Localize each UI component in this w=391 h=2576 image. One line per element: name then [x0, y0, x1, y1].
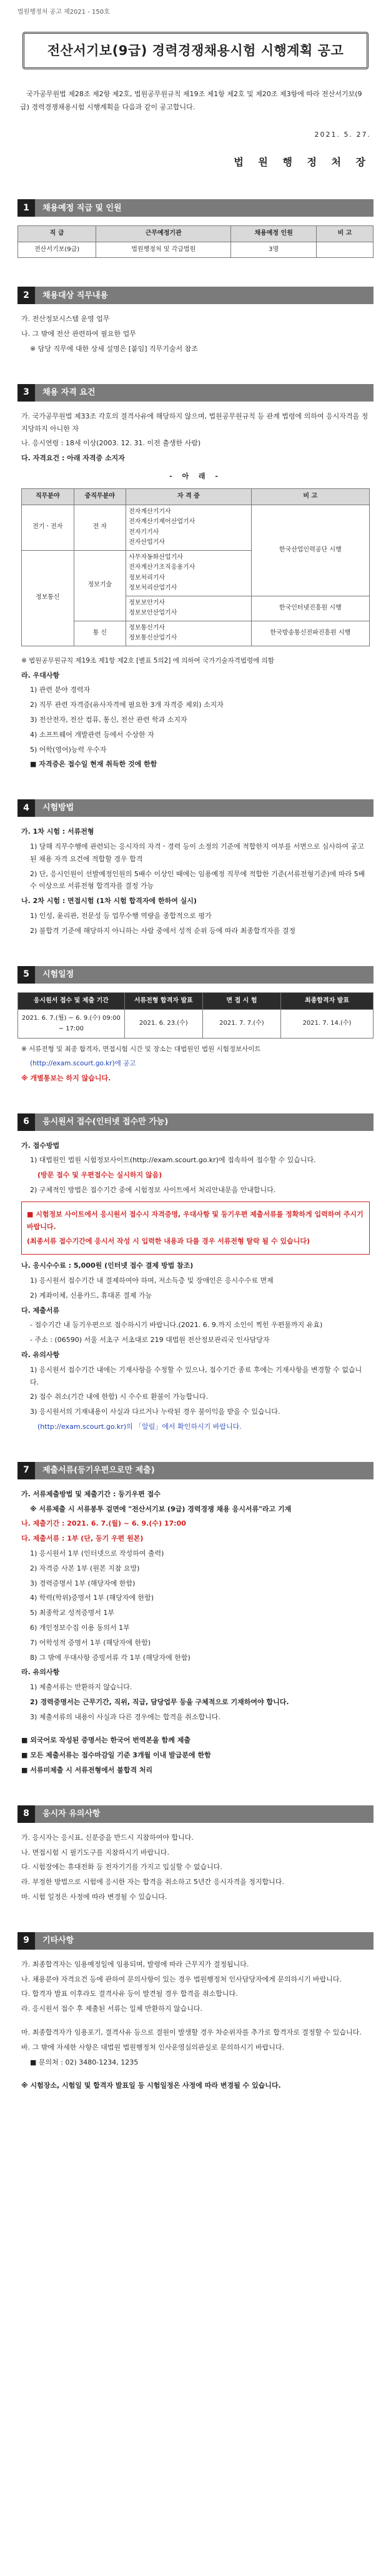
- section-7-body: [17, 1488, 374, 1777]
- table-cell: 2021. 6. 7.(월) ~ 6. 9.(수) 09:00 ~ 17:00: [18, 1010, 125, 1039]
- table-cell: 전기ㆍ전자: [22, 505, 74, 550]
- cert-item: 전자기기사: [129, 528, 159, 536]
- list-item: 나. 제출기간 : 2021. 6. 7.(월) ~ 6. 9.(수) 17:00: [21, 1519, 186, 1528]
- list-item: 2) 단, 응시인원이 선발예정인원의 5배수 이상인 때에는 임용예정 직무에 적합한 기준(서류전형기준)에 따라 5배수 이상으로 서류전형 합격자를 결정 가능: [30, 869, 365, 891]
- section-4-body: [17, 826, 374, 937]
- list-item: ■ 서류미제출 시 서류전형에서 불합격 처리: [21, 1766, 153, 1775]
- list-item: 다. 자격요건 : 아래 자격증 소지자: [21, 454, 125, 463]
- table-cell: [316, 242, 373, 258]
- list-item: ※ 개별통보는 하지 않습니다.: [21, 1073, 111, 1082]
- list-item: 3) 전산전자, 전산 컴퓨, 통신, 전산 관련 학과 소지자: [30, 715, 187, 724]
- page-title: 전산서기보(9급) 경력경쟁채용시험 시행계획 공고: [22, 32, 369, 70]
- section-title: 채용 자격 요건: [35, 384, 374, 402]
- exam-site-link[interactable]: (http://exam.scourt.go.kr)에 공고: [30, 1059, 136, 1067]
- section-6-body: [17, 1140, 374, 1433]
- list-item: 5) 최종학교 성적증명서 1부: [30, 1609, 115, 1617]
- table-cell: [126, 621, 252, 646]
- table-header: 직무분야: [22, 489, 74, 505]
- section-4-header: [17, 799, 374, 817]
- table-cell: [126, 550, 252, 596]
- table-cell: [126, 596, 252, 621]
- cert-item: 정보보안산업기사: [129, 609, 177, 617]
- table-header: 근무예정기관: [96, 226, 231, 242]
- section-number: 9: [17, 1932, 35, 1950]
- list-item: 3) 응시원서의 기재내용이 사실과 다르거나 누락된 경우 불이익을 받을 수 있습니다.: [30, 1408, 280, 1416]
- table-cell: 2021. 6. 23.(수): [124, 1010, 202, 1039]
- issuer: 법 원 행 정 처 장: [234, 156, 371, 169]
- cert-item: 전자계산기제어산업기사: [129, 518, 195, 526]
- table-header: 비 고: [251, 489, 369, 505]
- notice-date: 2021. 5. 27.: [314, 130, 371, 139]
- qual-title: - 아 래 -: [169, 472, 222, 481]
- list-item: 가. 서류제출방법 및 제출기간 : 등기우편 접수: [21, 1489, 161, 1498]
- list-item: 7) 어학성적 증명서 1부 (해당자에 한함): [30, 1638, 151, 1647]
- table-row: [18, 1010, 374, 1039]
- list-item: 다. 합격자 발표 이후라도 결격사유 등이 발견될 경우 합격을 취소합니다.: [21, 1990, 238, 1998]
- cert-item: 정보통신산업기사: [129, 634, 177, 642]
- list-item: - 주소 : (06590) 서울 서초구 서초대로 219 대법원 전산정보관리국 인사담당자: [30, 1336, 270, 1345]
- section-9-body: [17, 1958, 374, 2092]
- list-item: ■ 모든 제출서류는 접수마감일 기준 3개월 이내 발급분에 한함: [21, 1751, 211, 1760]
- table-cell: 3명: [231, 242, 317, 258]
- section-number: 2: [17, 287, 35, 304]
- table-cell: 전 자: [74, 505, 126, 550]
- table-row: [18, 242, 374, 258]
- intro-text: 국가공무원법 제28조 제2항 제2호, 법원공무원규칙 제19조 제1항 제2호 및 제20조 제3항에 따라 전산서기보(9급) 경력경쟁채용시험 시행계획을 다음과 같이 공고합니다.: [20, 90, 362, 112]
- table-cell: 2021. 7. 14.(수): [281, 1010, 374, 1039]
- list-item: 1) 응시원서 접수기간 내 결제하여야 하며, 저소득층 및 장애인은 응시수수료 면제: [30, 1276, 274, 1285]
- list-item: 다. 제출서류 : 1부 (단, 등기 우편 원본): [21, 1534, 144, 1543]
- cert-item: 전자계산기기사: [129, 508, 171, 515]
- table-cell: [126, 505, 252, 550]
- list-item: 다. 시험장에는 휴대전화 등 전자기기를 가지고 입실할 수 없습니다.: [21, 1863, 222, 1872]
- list-item: ※ 서류전형 및 최종 합격자, 면접시험 시간 및 장소는 대법원인 법원 시험정보사이트: [21, 1045, 261, 1054]
- table-cell: 전산서기보(9급): [18, 242, 96, 258]
- table-header: 비 고: [316, 226, 373, 242]
- section-number: 6: [17, 1113, 35, 1131]
- section-title: 채용예정 직급 및 인원: [35, 199, 374, 217]
- list-item: 가. 1차 시험 : 서류전형: [21, 827, 94, 836]
- list-item: 가. 전산정보시스템 운영 업무: [21, 315, 110, 323]
- cert-item: 정보통신기사: [129, 624, 166, 631]
- table-header: 응시원서 접수 및 제출 기간: [18, 992, 125, 1010]
- list-item: 2) 자격증 사본 1부 (원본 지참 요망): [30, 1564, 140, 1572]
- positions-table: [17, 225, 374, 258]
- list-item: (방문 접수 및 우편접수는 실시하지 않음): [37, 1171, 162, 1180]
- list-item: 2) 불합격 기준에 해당하지 아니하는 사람 중에서 성적 순위 등에 따라 최종합격자를 결정: [30, 926, 296, 935]
- table-header: 자 격 증: [126, 489, 252, 505]
- list-item: 4) 소프트웨어 개발관련 등에서 수상한 자: [30, 730, 154, 739]
- list-item: 1) 당해 직무수행에 관련되는 응시자의 자격ㆍ경력 등이 소정의 기준에 적합한지 여부를 서면으로 심사하여 공고된 채용 자격 요건에 적합할 경우 합격: [30, 842, 364, 863]
- section-6-header: [17, 1113, 374, 1131]
- list-item: 2) 구체적인 방법은 접수기간 중에 시험정보 사이트에서 처리안내문을 안내합니다.: [30, 1185, 276, 1194]
- list-item: 1) 인성, 윤리관, 전문성 등 업무수행 역량을 종합적으로 평가: [30, 911, 212, 920]
- section-7-header: [17, 1462, 374, 1479]
- list-item: 나. 응시수수료 : 5,000원 (인터넷 접수 결제 방법 참조): [21, 1261, 194, 1270]
- list-item: 3) 제출서류의 내용이 사실과 다른 경우에는 합격을 취소합니다.: [30, 1712, 220, 1721]
- section-title: 채용대상 직무내용: [35, 287, 374, 304]
- list-item: 나. 채용분야 자격요건 등에 관하여 문의사항이 있는 경우 법원행정처 인사담당자에게 문의하시기 바랍니다.: [21, 1975, 342, 1983]
- list-item: 5) 어학(영어)능력 우수자: [30, 745, 107, 754]
- table-header: 직 급: [18, 226, 96, 242]
- table-header: 면 접 시 험: [202, 992, 280, 1010]
- section-title: 시험일정: [35, 966, 374, 984]
- list-item: ■ 외국어로 작성된 증명서는 한국어 번역본을 함께 제출: [21, 1736, 191, 1745]
- cert-item: 정보처리산업기사: [129, 585, 177, 592]
- list-item: 2) 직무 관련 자격증(유사자격에 필요한 3개 자격증 제외) 소지자: [30, 701, 224, 709]
- exam-site-link[interactable]: (http://exam.scourt.go.kr)의 「알림」에서 확인하시기 바랍니다.: [37, 1422, 242, 1431]
- table-row: [22, 621, 370, 646]
- cert-item: 전자산업기사: [129, 539, 166, 546]
- table-cell: 정보통신: [22, 550, 74, 646]
- list-item: ※ 시험장소, 시험일 및 합격자 발표일 등 시험일정은 사정에 따라 변경될 수 있습니다.: [21, 2081, 281, 2090]
- list-item: 라. 응시원서 접수 후 제출된 서류는 일체 반환하지 않습니다.: [21, 2005, 202, 2013]
- section-2-header: [17, 287, 374, 304]
- list-item: ※ 서류제출 시 서류봉투 겉면에 "전산서기보 (9급) 경력경쟁 채용 응시서류"라고 기재: [30, 1504, 292, 1513]
- list-item: ■ 시험정보 사이트에서 응시원서 접수시 자격증명, 우대사항 및 등기우편 제출서류를 정확하게 입력하여 주시기 바랍니다.: [27, 1210, 364, 1231]
- list-item: 가. 응시자는 응시표, 신분증을 반드시 지참하여야 합니다.: [21, 1833, 194, 1842]
- table-cell: 한국산업인력공단 시행: [251, 505, 369, 596]
- list-item: 1) 관련 분야 경력자: [30, 686, 91, 694]
- list-item: 1) 제출서류는 반환하지 않습니다.: [30, 1683, 132, 1692]
- section-number: 3: [17, 384, 35, 402]
- list-item: 나. 응시연령 : 18세 이상(2003. 12. 31. 이전 출생한 사람): [21, 439, 201, 448]
- list-item: 라. 유의사항: [21, 1668, 60, 1677]
- list-item: ※ 법원공무원규칙 제19조 제1항 제2호 [별표 5의2] 에 의하여 국가기술자격법령에 의함: [21, 656, 274, 664]
- cert-item: 정보처리기사: [129, 574, 166, 581]
- list-item: ■ 문의처 : 02) 3480-1234, 1235: [30, 2058, 139, 2066]
- section-number: 4: [17, 799, 35, 817]
- warning-box: [21, 1202, 370, 1255]
- list-item: 다. 제출서류: [21, 1306, 60, 1315]
- table-cell: 2021. 7. 7.(수): [202, 1010, 280, 1039]
- list-item: 8) 그 밖에 우대사항 증빙서류 각 1부 (해당자에 한함): [30, 1653, 191, 1662]
- section-number: 8: [17, 1805, 35, 1823]
- list-item: 가. 접수방법: [21, 1141, 60, 1150]
- section-title: 제출서류(등기우편으로만 제출): [35, 1462, 374, 1479]
- list-item: 4) 학력(학위)증명서 1부 (해당자에 한함): [30, 1594, 154, 1602]
- section-number: 1: [17, 199, 35, 217]
- section-2-body: [17, 313, 374, 355]
- section-3-body: [17, 410, 374, 771]
- list-item: 나. 2차 시험 : 면접시험 (1차 시험 합격자에 한하여 실시): [21, 897, 197, 906]
- list-item: 나. 면접시험 시 필기도구를 지참하시기 바랍니다.: [21, 1848, 169, 1857]
- list-item: 1) 응시원서 1부 (인터넷으로 작성하여 출력): [30, 1549, 164, 1557]
- table-header: 채용예정 인원: [231, 226, 317, 242]
- list-item: 마. 최종합격자가 임용포기, 결격사유 등으로 결원이 발생할 경우 차순위자를 추가로 합격자로 결정할 수 있습니다.: [21, 2028, 362, 2037]
- list-item: 라. 유의사항: [21, 1350, 60, 1359]
- section-title: 시험방법: [35, 799, 374, 817]
- list-item: 6) 개인정보수집 이용 동의서 1부: [30, 1623, 130, 1632]
- section-1-header: [17, 199, 374, 217]
- list-item: ■ 자격증은 접수일 현재 취득한 것에 한함: [30, 760, 157, 769]
- list-item: 나. 그 밖에 전산 관련하여 필요한 업무: [21, 330, 136, 338]
- list-item: 1) 응시원서 접수기간 내에는 기재사항을 수정할 수 있으나, 접수기간 종료 후에는 기재사항을 변경할 수 없습니다.: [30, 1365, 362, 1386]
- cert-item: 정보보안기사: [129, 599, 166, 606]
- list-item: 3) 경력증명서 1부 (해당자에 한함): [30, 1579, 136, 1587]
- cert-item: 사무자동화산업기사: [129, 553, 184, 561]
- qualification-table: [21, 488, 370, 646]
- section-8-header: [17, 1805, 374, 1823]
- list-item: - 접수기간 내 등기우편으로 접수하시기 바랍니다.(2021. 6. 9.까지 소인이 찍힌 우편물까지 유효): [30, 1321, 323, 1330]
- table-row: [22, 505, 370, 550]
- table-header: 서류전형 합격자 발표: [124, 992, 202, 1010]
- list-item: 가. 최종합격자는 임용예정일에 임용되며, 발령에 따라 근무지가 결정됩니다.: [21, 1960, 249, 1968]
- schedule-table: [17, 992, 374, 1039]
- notice-number: 법원행정처 공고 제2021 - 150호: [17, 9, 110, 16]
- section-3-header: [17, 384, 374, 402]
- list-item: (최종서류 접수기간에 응시서 작성 시 입력한 내용과 다를 경우 서류전형 탈락 될 수 있습니다): [27, 1237, 310, 1246]
- table-cell: 정보기술: [74, 550, 126, 621]
- table-cell: 통 신: [74, 621, 126, 646]
- section-9-header: [17, 1932, 374, 1950]
- list-item: ※ 담당 직무에 대한 상세 설명은 [붙임] 직무기술서 참조: [30, 345, 198, 353]
- list-item: 1) 대법원인 법원 시험정보사이트(http://exam.scourt.go.kr)에 접속하여 접수할 수 있습니다.: [30, 1156, 316, 1165]
- list-item: 2) 경력증명서는 근무기간, 직위, 직급, 담당업무 등을 구체적으로 기재하여야 합니다.: [30, 1697, 289, 1706]
- table-cell: 법원행정처 및 각급법원: [96, 242, 231, 258]
- section-5-notes: [17, 1044, 374, 1085]
- section-title: 기타사항: [35, 1932, 374, 1950]
- list-item: 2) 접수 취소(기간 내에 한함) 시 수수료 환불이 가능합니다.: [30, 1393, 209, 1401]
- list-item: 2) 계좌이체, 신용카드, 휴대폰 결제 가능: [30, 1291, 152, 1300]
- list-item: 가. 국가공무원법 제33조 각호의 결격사유에 해당하지 않으며, 법원공무원규칙 등 관계 법령에 의하여 응시자격을 정지당하지 아니한 자: [21, 412, 369, 433]
- list-item: 라. 우대사항: [21, 671, 60, 679]
- section-8-body: [17, 1832, 374, 1903]
- table-cell: 한국방송통신전파진흥원 시행: [251, 621, 369, 646]
- table-header: 최종합격자 발표: [281, 992, 374, 1010]
- list-item: 바. 그 밖에 자세한 사항은 대법원 법원행정처 인사운영심의관실로 문의하시기 바랍니다.: [21, 2043, 284, 2051]
- section-title: 응시원서 접수(인터넷 접수만 가능): [35, 1113, 374, 1131]
- section-number: 5: [17, 966, 35, 984]
- section-title: 응시자 유의사항: [35, 1805, 374, 1823]
- table-header: 중직무분야: [74, 489, 126, 505]
- section-number: 7: [17, 1462, 35, 1479]
- section-5-header: [17, 966, 374, 984]
- cert-item: 전자계산기조직응용기사: [129, 564, 195, 571]
- list-item: 라. 부정한 방법으로 시험에 응시한 자는 합격을 취소하고 5년간 응시자격을 정지합니다.: [21, 1878, 284, 1887]
- list-item: 마. 시험 일정은 사정에 따라 변경될 수 있습니다.: [21, 1893, 167, 1902]
- table-cell: 한국인터넷진흥원 시행: [251, 596, 369, 621]
